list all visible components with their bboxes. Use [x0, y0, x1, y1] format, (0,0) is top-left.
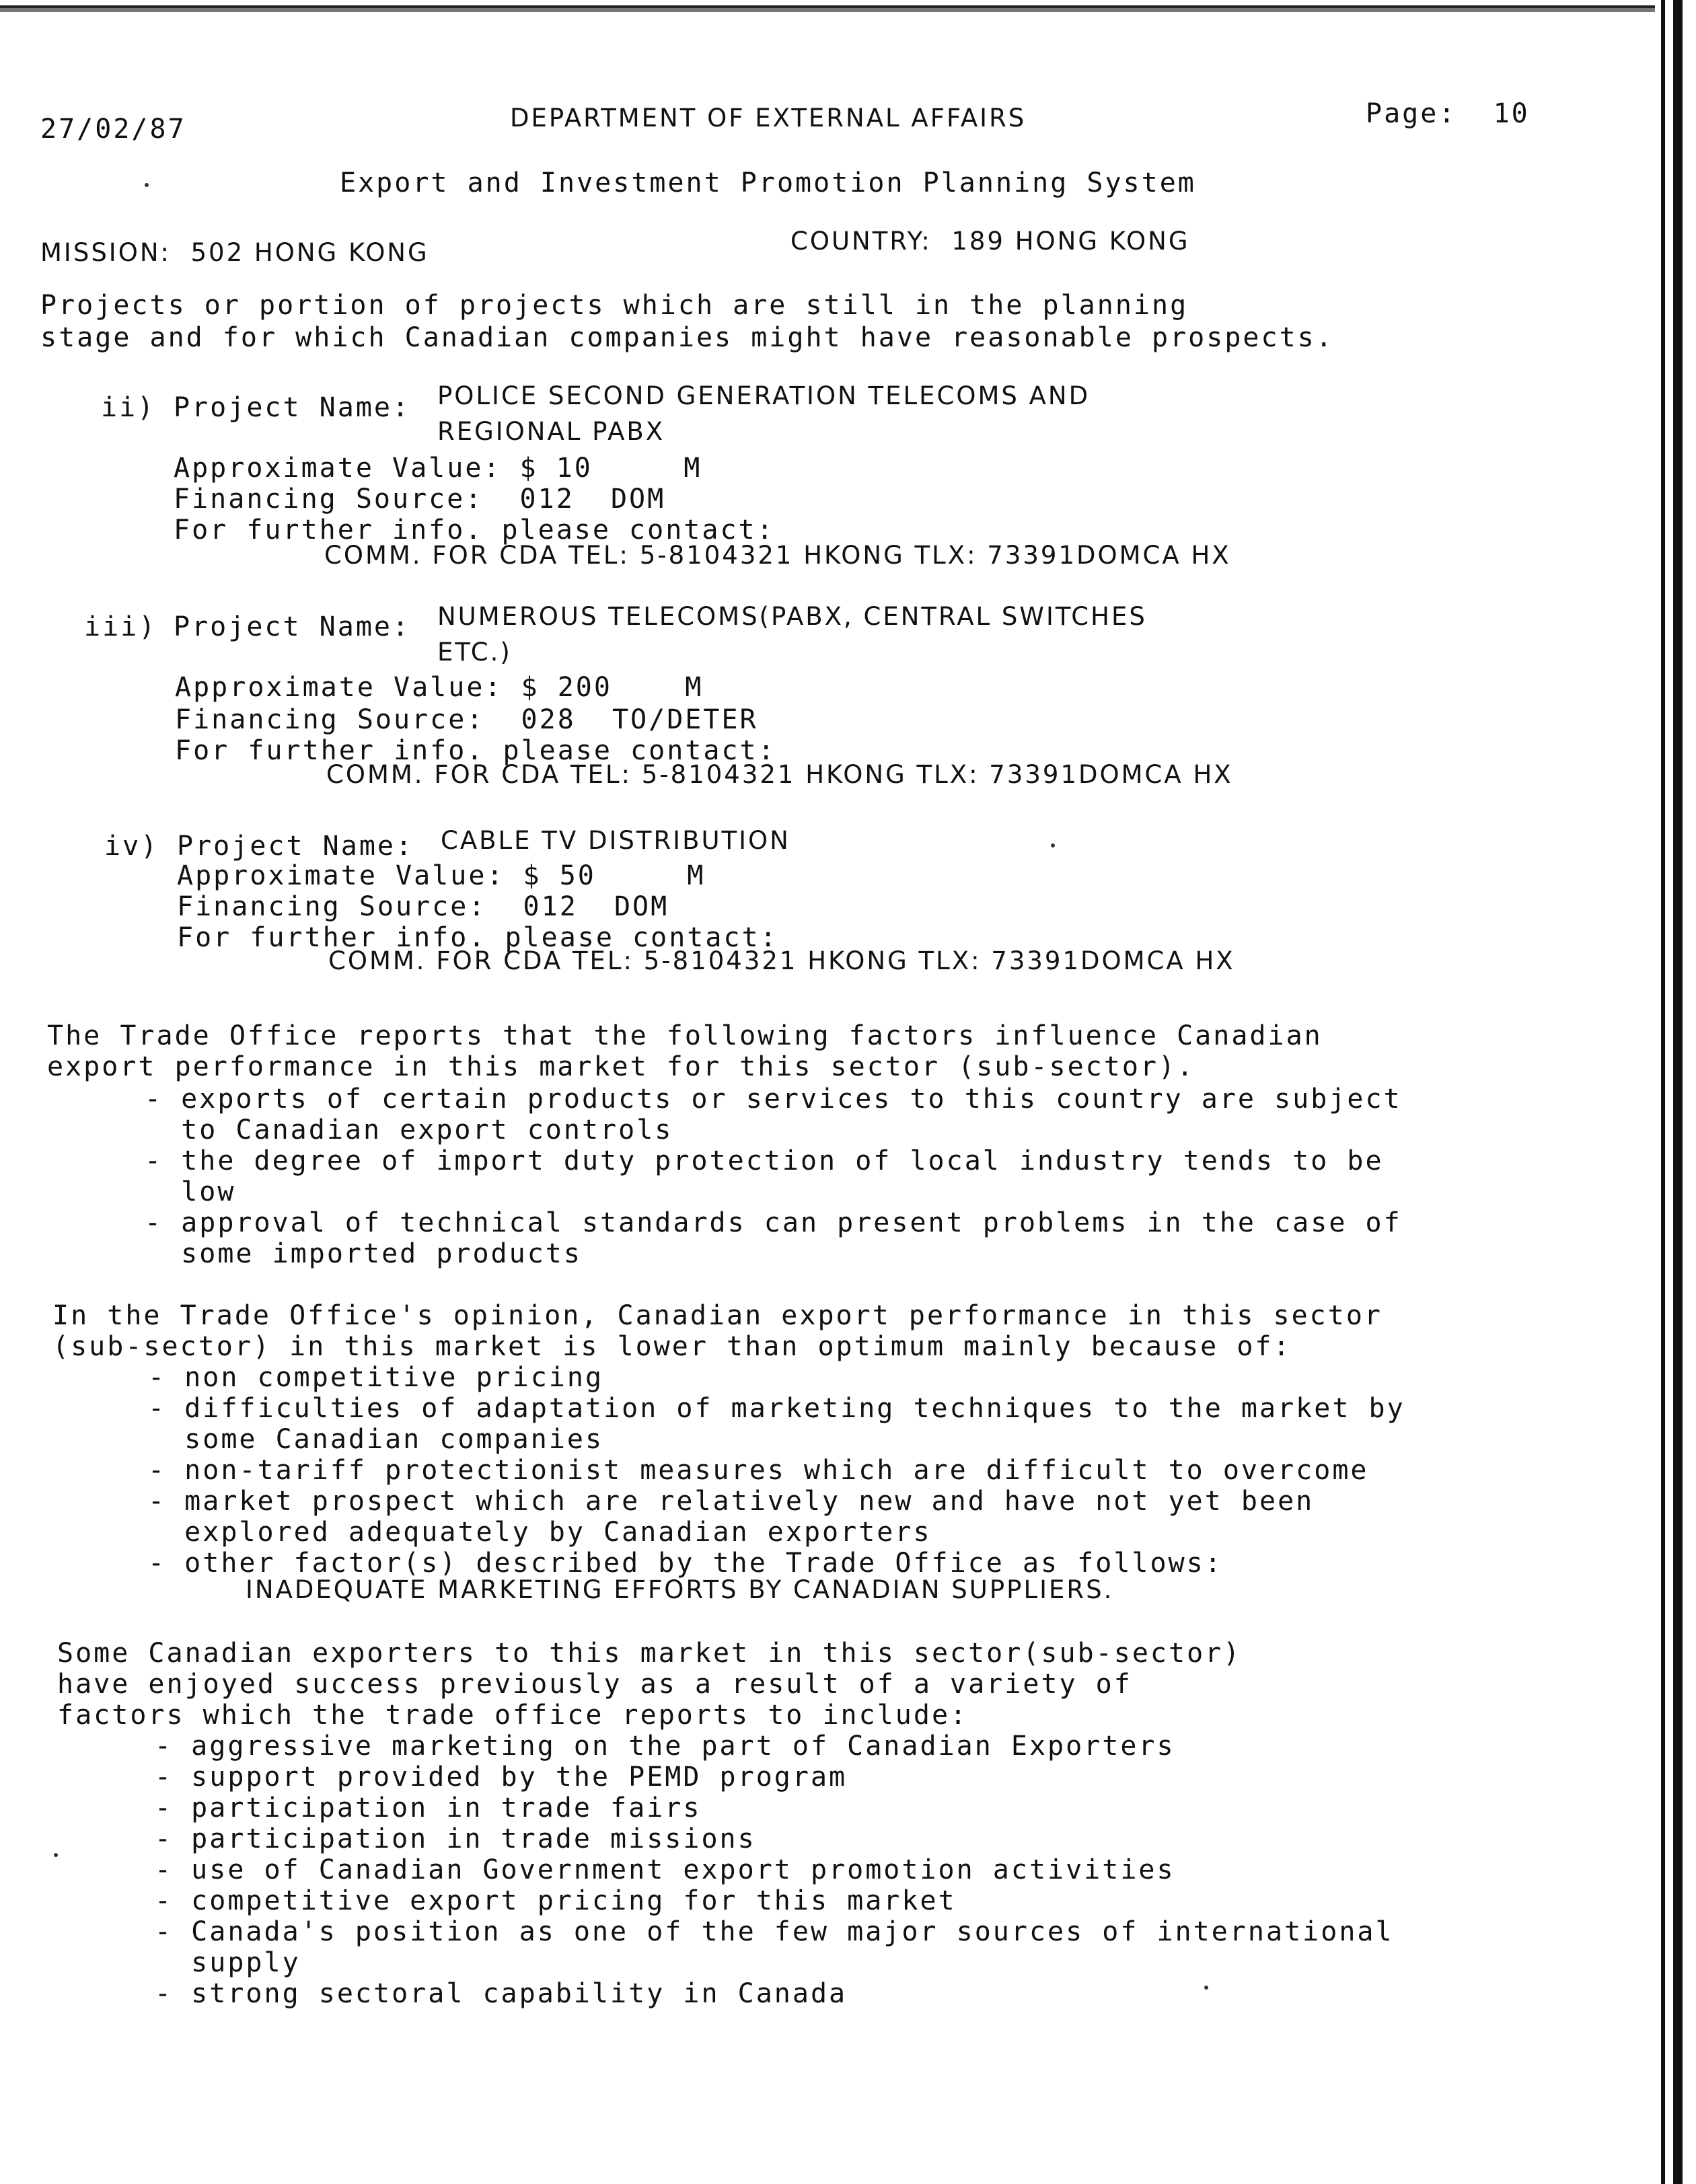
project-contact-label: For further info. please contact:: [175, 735, 776, 766]
success-item: - participation in trade fairs: [155, 1793, 702, 1823]
other-factor-text: INADEQUATE MARKETING EFFORTS BY CANADIAN SUPPLIERS.: [246, 1575, 1114, 1604]
factors-item: low: [145, 1176, 236, 1207]
opinion-item: - market prospect which are relatively new and have not yet been: [148, 1486, 1315, 1517]
project-financing: Financing Source: 012 DOM: [177, 891, 669, 922]
project-financing: Financing Source: 028 TO/DETER: [175, 704, 758, 735]
project-name: NUMEROUS TELECOMS(PABX, CENTRAL SWITCHES: [437, 602, 1147, 631]
success-item: supply: [155, 1947, 301, 1978]
factors-item: - approval of technical standards can present problems in the case of: [145, 1207, 1402, 1238]
success-item: - participation in trade missions: [155, 1823, 756, 1854]
factors-item: - the degree of import duty protection of local industry tends to be: [145, 1145, 1384, 1176]
page-number: Page: 10: [1366, 98, 1530, 129]
project-contact: COMM. FOR CDA TEL: 5-8104321 HKONG TLX: 73391DOMCA HX: [324, 541, 1231, 570]
opinion-item: explored adequately by Canadian exporters: [148, 1517, 932, 1548]
opinion-item: - other factor(s) described by the Trade Office as follows:: [148, 1548, 1223, 1579]
project-value: Approximate Value: $ 50 M: [177, 860, 706, 891]
success-intro-line: factors which the trade office reports to include:: [57, 1700, 969, 1731]
factors-item: to Canadian export controls: [145, 1115, 673, 1145]
project-name-cont: REGIONAL PABX: [437, 417, 665, 446]
success-item: - Canada's position as one of the few major sources of international: [155, 1916, 1394, 1947]
report-date: 27/02/87: [40, 114, 186, 145]
scan-right-border: [1661, 0, 1696, 2184]
project-value: Approximate Value: $ 10 M: [174, 453, 702, 484]
opinion-item: - non-tariff protectionist measures which are difficult to overcome: [148, 1455, 1369, 1486]
success-intro-line: have enjoyed success previously as a result of a variety of: [57, 1669, 1132, 1700]
project-financing: Financing Source: 012 DOM: [174, 484, 666, 515]
project-contact-label: For further info. please contact:: [177, 922, 778, 953]
factors-intro-line: The Trade Office reports that the following factors influence Canadian: [47, 1020, 1323, 1051]
success-item: - use of Canadian Government export promotion activities: [155, 1854, 1175, 1885]
opinion-item: - non competitive pricing: [148, 1362, 604, 1393]
department-title: DEPARTMENT OF EXTERNAL AFFAIRS: [510, 104, 1027, 133]
opinion-item: - difficulties of adaptation of marketing techniques to the market by: [148, 1393, 1405, 1424]
project-index: ii): [101, 392, 156, 423]
success-item: - strong sectoral capability in Canada: [155, 1978, 848, 2009]
intro-line-2: stage and for which Canadian companies might have reasonable prospects.: [40, 322, 1334, 353]
intro-line-1: Projects or portion of projects which are still in the planning: [40, 290, 1189, 321]
project-name-label: Project Name:: [174, 611, 411, 642]
project-name: CABLE TV DISTRIBUTION: [441, 826, 790, 855]
country-field: COUNTRY: 189 HONG KONG: [790, 227, 1190, 256]
opinion-intro-line: (sub-sector) in this market is lower than optimum mainly because of:: [52, 1331, 1292, 1362]
project-name: POLICE SECOND GENERATION TELECOMS AND: [437, 381, 1091, 410]
opinion-item: some Canadian companies: [148, 1424, 604, 1455]
project-name-label: Project Name:: [177, 831, 414, 862]
project-name-cont: ETC.): [437, 638, 512, 667]
opinion-intro-line: In the Trade Office's opinion, Canadian export performance in this sector: [52, 1300, 1382, 1331]
factors-item: some imported products: [145, 1238, 582, 1269]
scan-speck: [54, 1853, 58, 1857]
project-name-label: Project Name:: [174, 392, 411, 423]
project-contact: COMM. FOR CDA TEL: 5-8104321 HKONG TLX: 73391DOMCA HX: [328, 946, 1235, 975]
success-item: - aggressive marketing on the part of Canadian Exporters: [155, 1731, 1175, 1762]
success-intro-line: Some Canadian exporters to this market in this sector(sub-sector): [57, 1638, 1242, 1669]
factors-item: - exports of certain products or services to this country are subject: [145, 1084, 1402, 1115]
project-value: Approximate Value: $ 200 M: [175, 672, 704, 703]
scan-speck: [1051, 843, 1055, 848]
project-contact-label: For further info. please contact:: [174, 515, 775, 545]
scan-speck: [1204, 1986, 1208, 1990]
mission-field: MISSION: 502 HONG KONG: [40, 238, 429, 267]
success-item: - support provided by the PEMD program: [155, 1762, 848, 1793]
system-title: Export and Investment Promotion Planning System: [340, 167, 1196, 198]
project-contact: COMM. FOR CDA TEL: 5-8104321 HKONG TLX: 73391DOMCA HX: [326, 760, 1233, 789]
scan-speck: [145, 183, 149, 187]
success-item: - competitive export pricing for this market: [155, 1885, 957, 1916]
project-index: iii): [84, 611, 157, 642]
project-index: iv): [104, 831, 159, 862]
factors-intro-line: export performance in this market for this sector (sub-sector).: [47, 1051, 1195, 1082]
